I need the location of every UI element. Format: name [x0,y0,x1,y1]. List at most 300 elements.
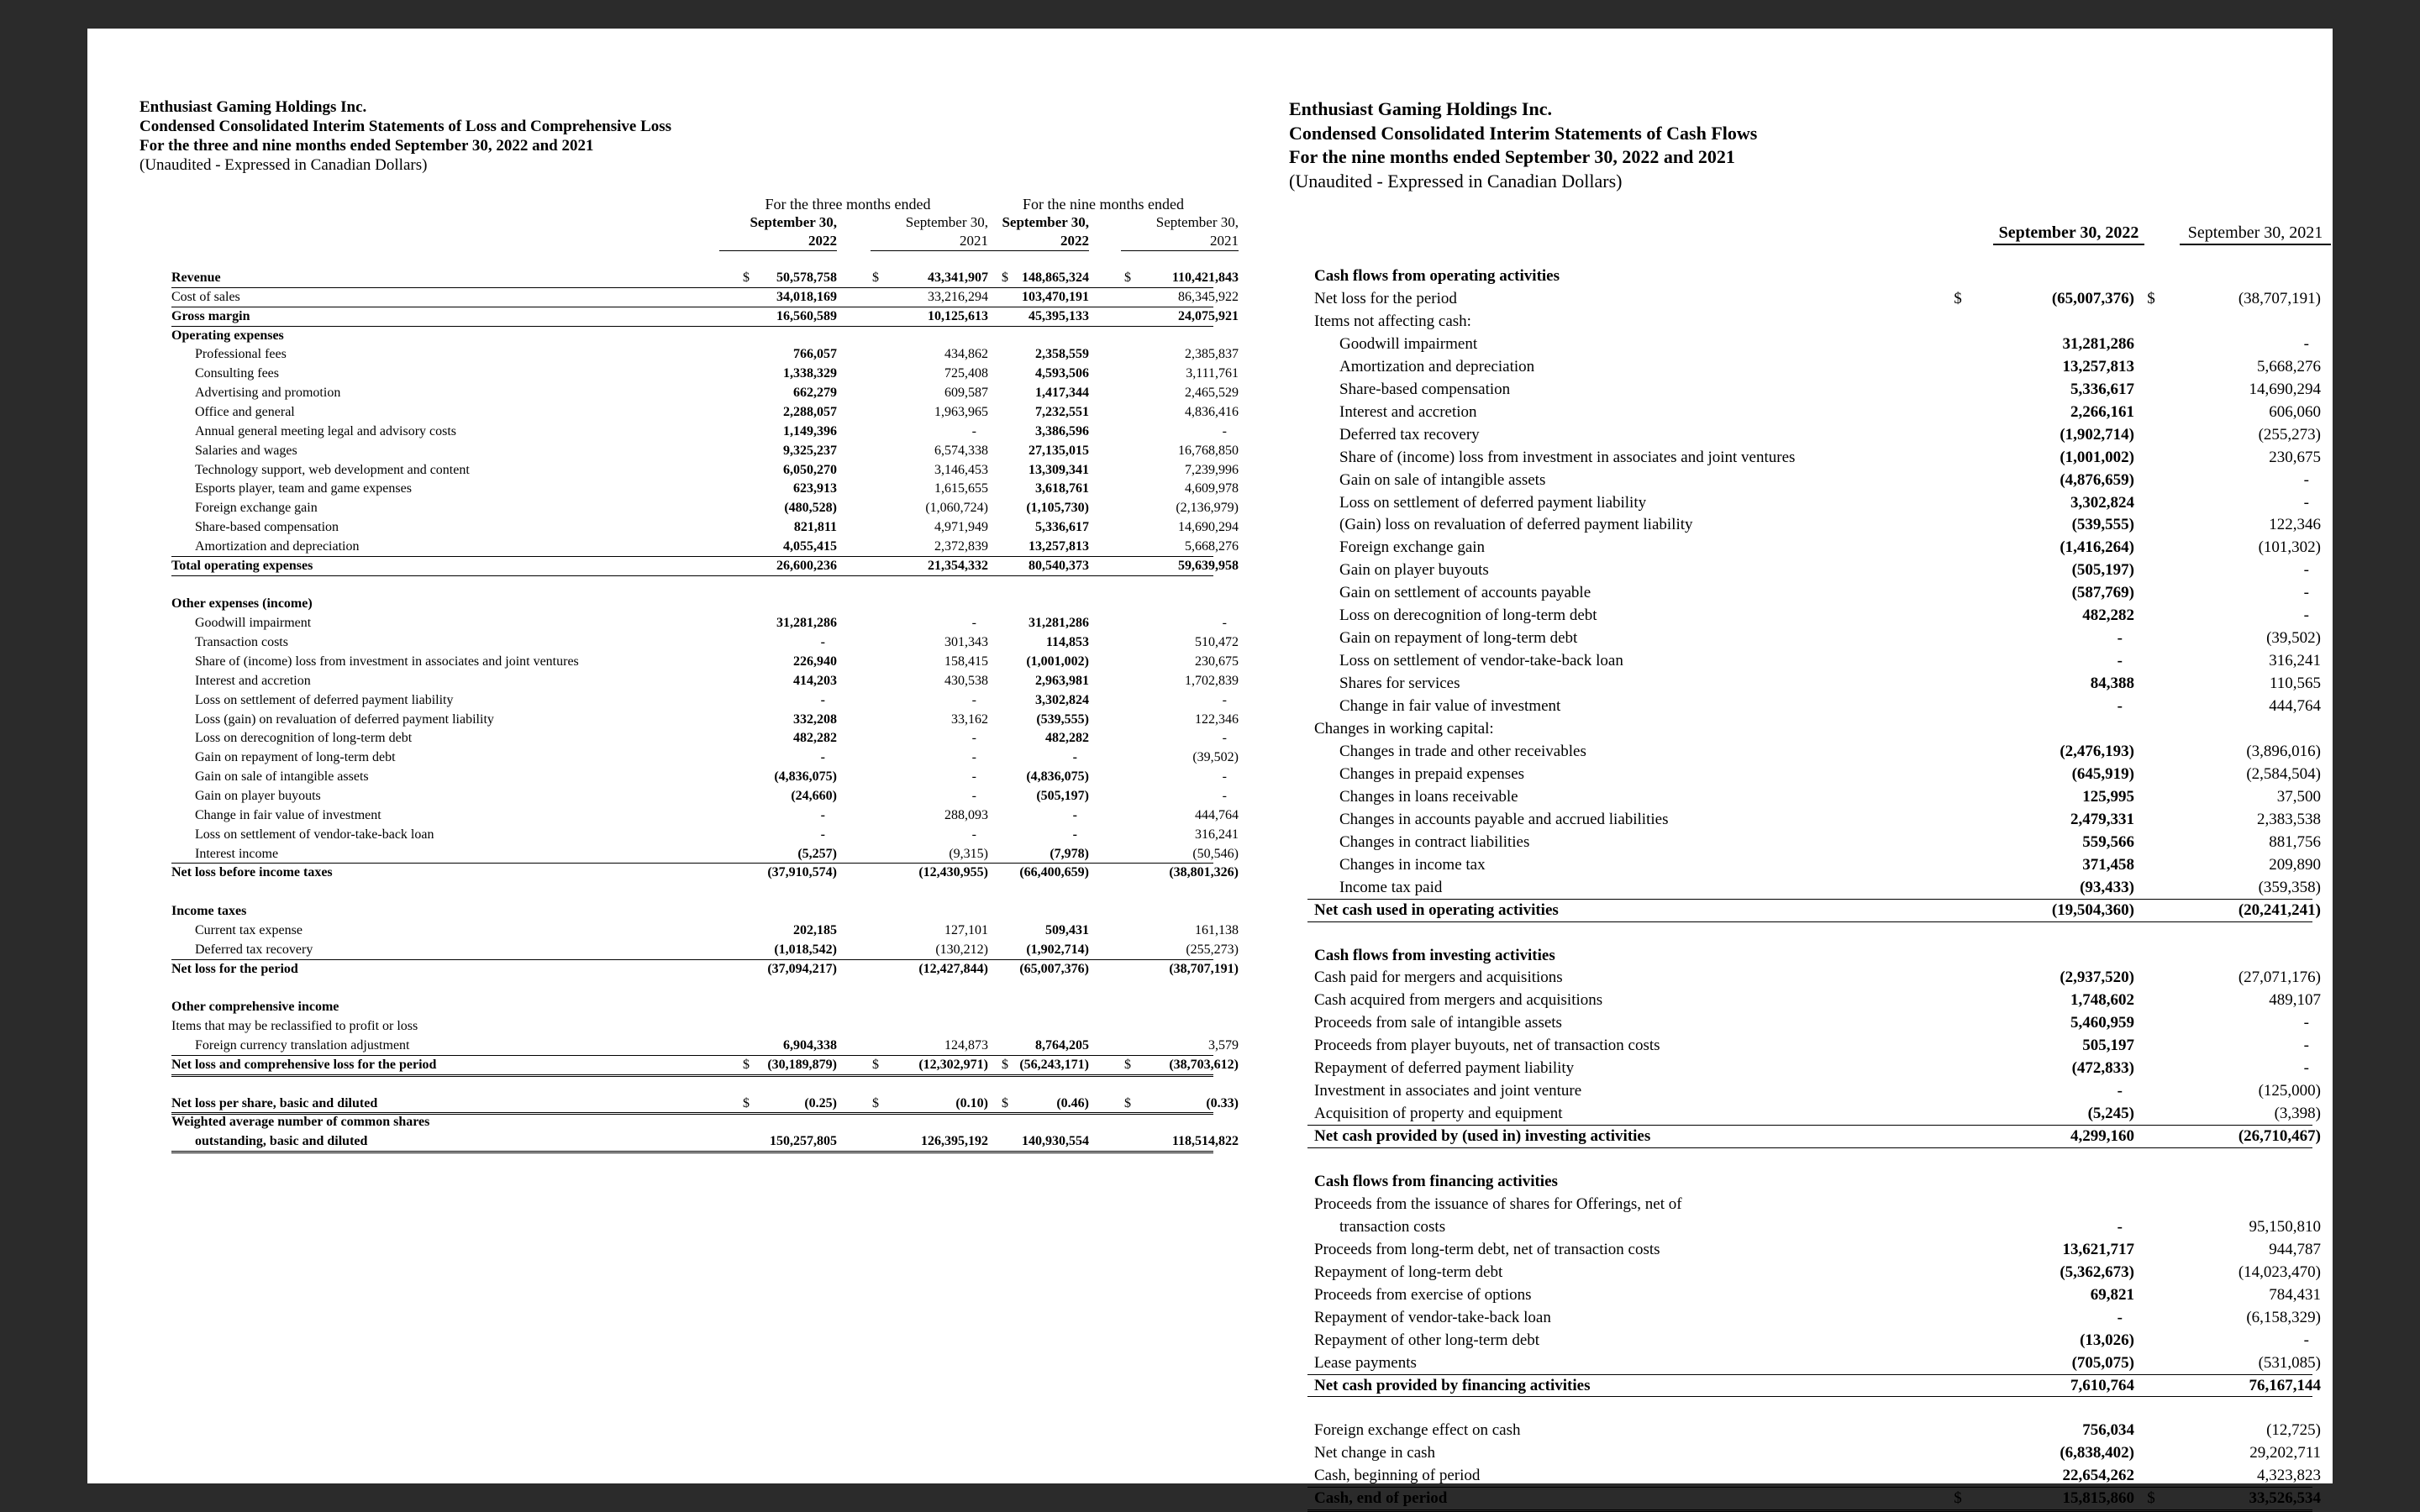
currency-symbol: $ [1124,1095,1131,1110]
value-cell: (645,919) [2071,764,2134,783]
value-cell: 14,690,294 [1178,520,1239,535]
value-cell: 332,208 [793,711,837,727]
table-row [1307,967,2321,990]
currency-symbol: $ [872,1095,879,1110]
value-cell: - [820,692,825,707]
value-cell: (9,315) [949,846,988,861]
value-cell: (12,430,955) [918,865,988,880]
row-label: Investment in associates and joint venture [1314,1082,1582,1100]
value-cell: 31,281,286 [2062,334,2134,353]
value-cell: (65,007,376) [1019,961,1089,976]
column-header-line: September 30, [750,214,837,230]
table-row [1307,470,2312,492]
row-label: Gain on sale of intangible assets [1339,470,1546,489]
table-row [171,423,1227,442]
value-cell: (0.46) [1056,1095,1089,1110]
value-cell: 226,940 [793,654,837,669]
row-label: Changes in accounts payable and accrued liabilities [1339,810,1669,828]
value-cell: 9,325,237 [783,443,837,458]
table-row [171,307,1239,327]
company-name: Enthusiast Gaming Holdings Inc. [1289,98,1552,119]
value-cell: (65,007,376) [2051,289,2134,307]
value-cell: 4,055,415 [783,538,837,554]
value-cell: 5,668,276 [1185,538,1239,554]
currency-symbol: $ [1002,270,1008,285]
table-row [1307,1352,2321,1375]
value-cell: (1,001,002) [2060,448,2134,466]
row-label: Net loss for the period [171,961,298,976]
row-label: Items that may be reclassified to profit or loss [171,1019,418,1034]
currency-symbol: $ [872,1057,879,1072]
value-cell: (0.33) [1206,1095,1239,1110]
value-cell: 202,185 [793,922,837,937]
table-row [171,403,1239,423]
row-label: Technology support, web development and content [195,462,470,477]
table-row [1307,356,2321,379]
row-label: Office and general [195,404,295,419]
value-cell: - [820,827,825,842]
table-row [171,672,1239,691]
currency-symbol: $ [1002,1095,1008,1110]
value-cell: (1,018,542) [774,942,837,957]
row-label: Proceeds from exercise of options [1314,1285,1532,1304]
value-cell: - [2303,470,2309,489]
table-row [1307,559,2312,582]
row-label: Net cash used in operating activities [1314,900,1559,919]
value-cell: 125,995 [2082,787,2134,806]
value-cell: 33,526,534 [2249,1489,2321,1508]
row-label: Amortization and depreciation [195,538,360,554]
row-label: Cash flows from financing activities [1314,1173,1558,1190]
value-cell: (0.25) [804,1095,837,1110]
statement-period: For the nine months ended September 30, 2022 and 2021 [1289,146,1735,167]
currency-symbol: $ [2147,1489,2155,1508]
document-page [87,29,2333,1508]
table-row [171,557,1239,576]
value-cell: - [971,827,976,842]
spacer-row [171,576,1213,596]
value-cell: (27,071,176) [2238,969,2321,987]
table-row [1307,1330,2312,1352]
loss-statement-header [139,97,1247,175]
table-row [171,1132,1239,1152]
row-label: Loss on derecognition of long-term debt [1339,606,1597,625]
value-cell: 150,257,805 [770,1134,837,1149]
value-cell: (2,584,504) [2246,764,2321,783]
cash-flow-statement [1289,97,2331,1508]
table-row [1307,832,2321,854]
value-cell: 5,668,276 [2257,357,2321,375]
value-cell: 4,323,823 [2257,1467,2321,1485]
value-cell: 31,281,286 [776,616,837,631]
table-row [1307,1012,2312,1035]
row-label: Other expenses (income) [171,596,313,612]
column-header [871,213,988,251]
value-cell: 118,514,822 [1171,1134,1239,1149]
table-row [171,691,1227,711]
column-header-line: September 30, [1002,214,1089,230]
table-row [171,538,1239,557]
value-cell: (14,023,470) [2238,1263,2321,1281]
value-cell: 662,279 [793,386,837,401]
value-cell: 13,309,341 [1028,462,1089,477]
value-cell: 2,266,161 [2070,402,2134,421]
value-cell: 80,540,373 [1028,558,1089,573]
value-cell: 371,458 [2082,855,2134,874]
value-cell: 21,354,332 [928,558,988,573]
column-header: September 30, 2022 [1993,222,2144,245]
table-row [171,1056,1239,1075]
value-cell: 10,125,613 [928,308,988,323]
value-cell: 1,748,602 [2070,991,2134,1010]
value-cell: 31,281,286 [1028,616,1089,631]
table-row [1307,333,2312,356]
value-cell: 126,395,192 [921,1134,988,1149]
value-cell: - [2303,561,2309,580]
spacer-row [1307,1398,2312,1420]
value-cell: 209,890 [2269,855,2321,874]
value-cell: (1,902,714) [1026,942,1089,957]
value-cell: 2,479,331 [2070,810,2134,828]
value-cell: (1,105,730) [1026,501,1089,516]
table-row [1307,379,2321,402]
value-cell: 45,395,133 [1028,308,1089,323]
value-cell: 14,690,294 [2249,380,2321,398]
group-nine-months: For the nine months ended [1023,196,1184,213]
spacer-row [171,1075,1213,1095]
value-cell: 33,162 [951,711,988,727]
value-cell: - [2303,584,2309,602]
value-cell: 4,609,978 [1185,481,1239,496]
value-cell: 2,465,529 [1185,386,1239,401]
value-cell: (38,703,612) [1169,1057,1239,1072]
value-cell: (6,838,402) [2060,1444,2134,1462]
value-cell: 482,282 [1045,731,1089,746]
table-row [1307,809,2321,832]
table-row [171,845,1239,864]
row-label: Foreign currency translation adjustment [195,1038,410,1053]
value-cell: 15,815,860 [2062,1489,2134,1508]
value-cell: - [1222,423,1227,438]
row-label: Deferred tax recovery [1339,425,1480,444]
value-cell: (480,528) [784,501,837,516]
value-cell: 16,560,589 [776,308,837,323]
value-cell: - [2117,652,2123,670]
value-cell: (5,257) [797,846,837,861]
value-cell: 1,149,396 [783,423,837,438]
column-header-line: September 30, [1155,214,1239,230]
table-row [1307,1465,2321,1488]
value-cell: 482,282 [2082,606,2134,625]
value-cell: 69,821 [2090,1285,2134,1304]
column-header-line: 2022 [719,232,837,251]
value-cell: 609,587 [944,386,988,401]
value-cell: - [820,635,825,650]
value-cell: (130,212) [935,942,988,957]
value-cell: 3,146,453 [934,462,988,477]
value-cell: (505,197) [1036,788,1089,803]
value-cell: - [1222,731,1227,746]
value-cell: 784,431 [2269,1285,2321,1304]
value-cell: 430,538 [944,673,988,688]
row-label: Changes in prepaid expenses [1339,764,1525,783]
value-cell: 122,346 [1195,711,1239,727]
value-cell: (2,937,520) [2060,969,2134,987]
value-cell: 2,372,839 [934,538,988,554]
row-label: Gain on player buyouts [195,788,321,803]
value-cell: (93,433) [2080,878,2134,896]
table-row [1307,288,2321,311]
value-cell: 2,288,057 [783,404,837,419]
value-cell: (531,085) [2258,1353,2321,1372]
value-cell: - [1222,692,1227,707]
table-row [171,518,1239,538]
row-label: transaction costs [1339,1217,1446,1236]
value-cell: - [1072,807,1077,822]
value-cell: - [2303,493,2309,512]
table-row [1307,1284,2321,1307]
row-label: Gain on sale of intangible assets [195,769,369,785]
currency-symbol: $ [1124,1057,1131,1072]
value-cell: 24,075,921 [1178,308,1239,323]
value-cell: (539,555) [2071,516,2134,534]
value-cell: - [1072,750,1077,765]
value-cell: 316,241 [2269,652,2321,670]
row-label: Income taxes [171,904,247,919]
table-row [1307,1126,2321,1148]
row-label: Net loss per share, basic and diluted [171,1095,378,1110]
table-row [1307,1420,2321,1442]
table-row [1307,1239,2321,1262]
row-label: Share-based compensation [195,520,339,535]
table-row [1307,265,2312,288]
table-row [1307,650,2321,673]
value-cell: 13,621,717 [2062,1240,2134,1258]
table-row [171,806,1239,826]
value-cell: 510,472 [1195,635,1239,650]
value-cell: - [2303,1014,2309,1032]
value-cell: 821,811 [793,520,837,535]
row-label: Gain on settlement of accounts payable [1339,584,1591,602]
value-cell: - [2303,1331,2309,1349]
row-label: Repayment of other long-term debt [1314,1331,1540,1349]
value-cell: - [2117,1308,2123,1326]
value-cell: (6,158,329) [2246,1308,2321,1326]
table-row [171,1113,1213,1132]
table-row [1307,1058,2312,1080]
currency-symbol: $ [872,270,879,285]
row-label: Salaries and wages [195,443,297,458]
table-row [1307,786,2321,809]
value-cell: (26,710,467) [2238,1127,2321,1146]
group-three-months: For the three months ended [765,196,931,213]
value-cell: 1,417,344 [1035,386,1089,401]
value-cell: 124,873 [944,1038,988,1053]
row-label: Interest income [195,846,279,861]
value-cell: 76,167,144 [2249,1376,2321,1394]
row-label: Changes in contract liabilities [1339,832,1530,851]
value-cell: 7,232,551 [1035,404,1089,419]
row-label: Changes in working capital: [1314,720,1494,738]
value-cell: (19,504,360) [2051,900,2134,919]
table-row [171,826,1239,845]
table-row [1307,696,2321,718]
value-cell: - [1222,788,1227,803]
value-cell: 3,579 [1208,1038,1239,1053]
row-label: Revenue [171,270,221,285]
value-cell: (1,902,714) [2060,425,2134,444]
value-cell: - [2303,334,2309,353]
row-label: Loss on settlement of vendor-take-back loan [1339,652,1623,670]
value-cell: 148,865,324 [1022,270,1089,285]
row-label: Foreign exchange effect on cash [1314,1421,1521,1440]
row-label: Net loss before income taxes [171,865,333,880]
column-header-line: September 30, [905,214,988,230]
value-cell: (2,476,193) [2060,742,2134,760]
column-header: September 30, 2021 [2180,222,2331,245]
row-label: Current tax expense [195,922,302,937]
value-cell: 7,610,764 [2070,1376,2134,1394]
value-cell: (38,707,191) [1169,961,1239,976]
row-label: Cash acquired from mergers and acquisitions [1314,991,1603,1010]
value-cell: 3,618,761 [1035,481,1089,496]
value-cell: (505,197) [2071,561,2134,580]
value-cell: 606,060 [2269,402,2321,421]
value-cell: 6,050,270 [783,462,837,477]
table-row [171,787,1227,806]
value-cell: 26,600,236 [776,558,837,573]
table-row [171,365,1239,384]
value-cell: 140,930,554 [1022,1134,1089,1149]
value-cell: 5,336,617 [2070,380,2134,398]
value-cell: 3,302,824 [1035,692,1089,707]
table-row [171,864,1239,883]
column-header-line: 2021 [1121,232,1239,251]
value-cell: (5,245) [2087,1105,2134,1123]
value-cell: - [2303,1059,2309,1078]
table-row [1307,1171,2312,1194]
currency-symbol: $ [1124,270,1131,285]
value-cell: (38,707,191) [2238,289,2321,307]
value-cell: (4,836,075) [774,769,837,785]
column-header-line: 2022 [971,232,1089,251]
value-cell: (1,060,724) [925,501,988,516]
row-label: Goodwill impairment [1339,334,1478,353]
value-cell: 2,963,981 [1035,673,1089,688]
value-cell: - [971,423,976,438]
table-row [1307,605,2312,627]
value-cell: 4,299,160 [2070,1127,2134,1146]
statement-title: Condensed Consolidated Interim Statements of Cash Flows [1289,122,1758,144]
table-row [1307,627,2321,650]
row-label: Deferred tax recovery [195,942,313,957]
value-cell: 559,566 [2082,832,2134,851]
row-label: Interest and accretion [195,673,311,688]
value-cell: (539,555) [1036,711,1089,727]
value-cell: (24,660) [791,788,837,803]
value-cell: 114,853 [1045,635,1089,650]
table-row [171,902,1213,921]
row-label: Share of (income) loss from investment in associates and joint ventures [1339,448,1796,466]
value-cell: 316,241 [1195,827,1239,842]
table-row [1307,945,2312,968]
value-cell: (255,273) [1186,942,1239,957]
value-cell: (4,836,075) [1026,769,1089,785]
table-row [1307,900,2321,922]
row-label: Gain on repayment of long-term debt [195,750,396,765]
value-cell: (101,302) [2258,538,2321,557]
value-cell: - [2117,1082,2123,1100]
value-cell: (13,026) [2080,1331,2134,1349]
row-label: Other comprehensive income [171,1000,339,1015]
value-cell: 8,764,205 [1035,1038,1089,1053]
value-cell: - [820,807,825,822]
column-header [1121,213,1239,251]
row-label: Professional fees [195,347,287,362]
table-row [171,595,1213,614]
row-label: Total operating expenses [171,558,313,573]
row-label: Loss on settlement of deferred payment liability [195,692,454,707]
table-row [171,1037,1239,1056]
value-cell: (7,978) [1050,846,1089,861]
currency-symbol: $ [743,270,750,285]
row-label: Changes in income tax [1339,855,1486,874]
row-label: Net cash provided by (used in) investing activities [1314,1127,1651,1146]
statement-period: For the three and nine months ended September 30, 2022 and 2021 [139,137,594,155]
row-label: Loss (gain) on revaluation of deferred payment liability [195,711,494,727]
column-header [971,213,1089,251]
value-cell: 1,963,965 [934,404,988,419]
value-cell: (255,273) [2258,425,2321,444]
table-row [1307,1194,2312,1216]
value-cell: 509,431 [1045,922,1089,937]
table-row [171,941,1239,960]
value-cell: - [1072,827,1077,842]
spacer-row [1307,1148,2312,1171]
row-label: Consulting fees [195,366,279,381]
loss-statement [139,97,1247,1149]
value-cell: (20,241,241) [2238,900,2321,919]
row-label: Net change in cash [1314,1444,1436,1462]
value-cell: (38,801,326) [1169,865,1239,880]
row-label: Changes in trade and other receivables [1339,742,1586,760]
value-cell: - [971,750,976,765]
table-row [1307,582,2312,605]
value-cell: (125,000) [2258,1082,2321,1100]
row-label: Loss on derecognition of long-term debt [195,731,413,746]
value-cell: (0.10) [955,1095,988,1110]
value-cell: (50,546) [1192,846,1239,861]
table-row [1307,1080,2321,1103]
value-cell: 944,787 [2269,1240,2321,1258]
value-cell: 444,764 [1195,807,1239,822]
row-label: Changes in loans receivable [1339,787,1518,806]
table-row [1307,1375,2321,1398]
currency-symbol: $ [1954,289,1962,307]
value-cell: (3,398) [2274,1105,2321,1123]
value-cell: 29,202,711 [2249,1444,2321,1462]
value-cell: - [971,616,976,631]
value-cell: - [971,731,976,746]
value-cell: 230,675 [2269,448,2321,466]
value-cell: 2,358,559 [1035,347,1089,362]
value-cell: 3,111,761 [1186,366,1239,381]
table-row [171,614,1227,633]
table-row [171,748,1239,768]
value-cell: - [2303,1037,2309,1055]
table-row [1307,492,2312,515]
table-row [1307,1216,2321,1239]
